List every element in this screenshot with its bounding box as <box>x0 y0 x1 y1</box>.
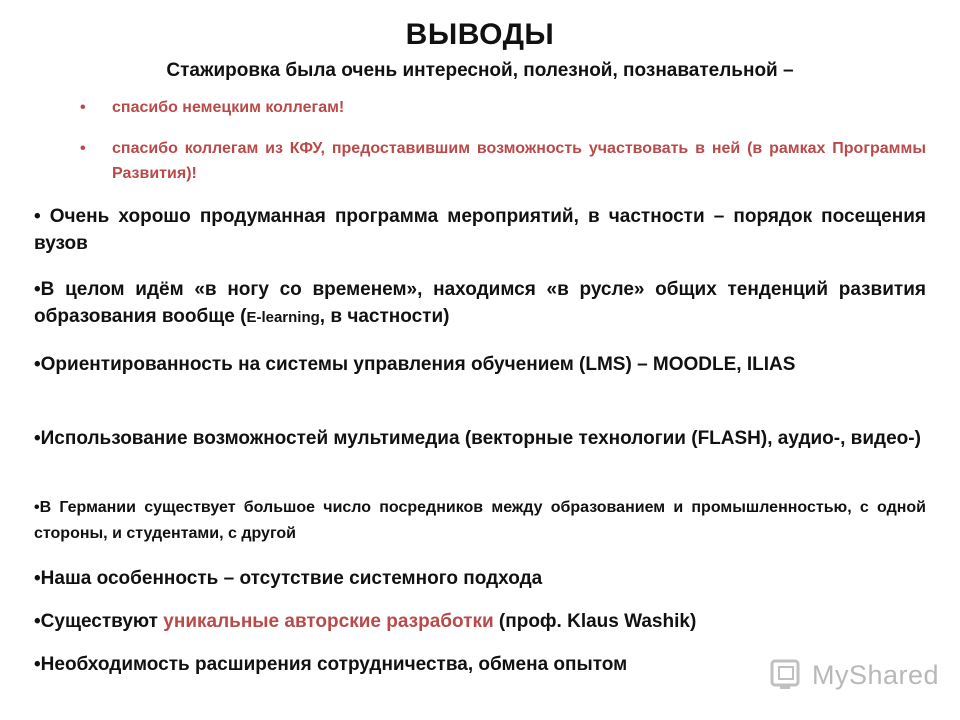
bullet: • <box>80 99 86 116</box>
point-trends-tail: , в частности) <box>319 306 450 327</box>
point-trends <box>34 276 926 331</box>
point-unique-highlight: уникальные авторские разработки <box>163 611 494 632</box>
point-cooperation: •Необходимость расширения сотрудничества, обмена опытом <box>34 654 628 675</box>
point-lms: •Ориентированность на системы управления обучением (LMS) – MOODLE, ILIAS <box>34 354 796 375</box>
point-feature: •Наша особенность – отсутствие системного подхода <box>34 568 543 589</box>
point-unique-post: (проф. Klaus Washik) <box>493 611 697 632</box>
point-unique <box>34 608 926 635</box>
slides-logo-icon <box>770 658 804 692</box>
thanks-item-text: спасибо коллегам из КФУ, предоставившим возможность участвовать в ней (в рамках Программы Развития)! <box>112 140 926 182</box>
point-program: • Очень хорошо продуманная программа мероприятий, в частности – порядок посещения вузов <box>34 206 926 254</box>
thanks-item-2 <box>80 136 926 186</box>
watermark-text: MyShared <box>812 659 940 690</box>
thanks-item-text: спасибо немецким коллегам! <box>112 99 345 116</box>
slide-subtitle: Стажировка была очень интересной, полезной, познавательной – <box>166 60 794 81</box>
slide-title: ВЫВОДЫ <box>405 18 555 51</box>
point-germany: •В Германии существует большое число посредников между образованием и промышленностью, с одной стороны, и студентами, с другой <box>34 499 926 542</box>
point-unique-pre: •Существуют <box>34 611 164 632</box>
thanks-item-1 <box>80 95 926 120</box>
watermark <box>770 655 940 695</box>
point-trends-text: •В целом идём «в ногу со временем», находимся «в русле» общих тенденций развития образования вообще ( <box>34 279 926 327</box>
point-multimedia: •Использование возможностей мультимедиа (векторные технологии (FLASH), аудио-, видео-) <box>34 428 921 449</box>
point-trends-elearning: E-learning <box>246 309 320 326</box>
bullet: • <box>80 140 86 157</box>
